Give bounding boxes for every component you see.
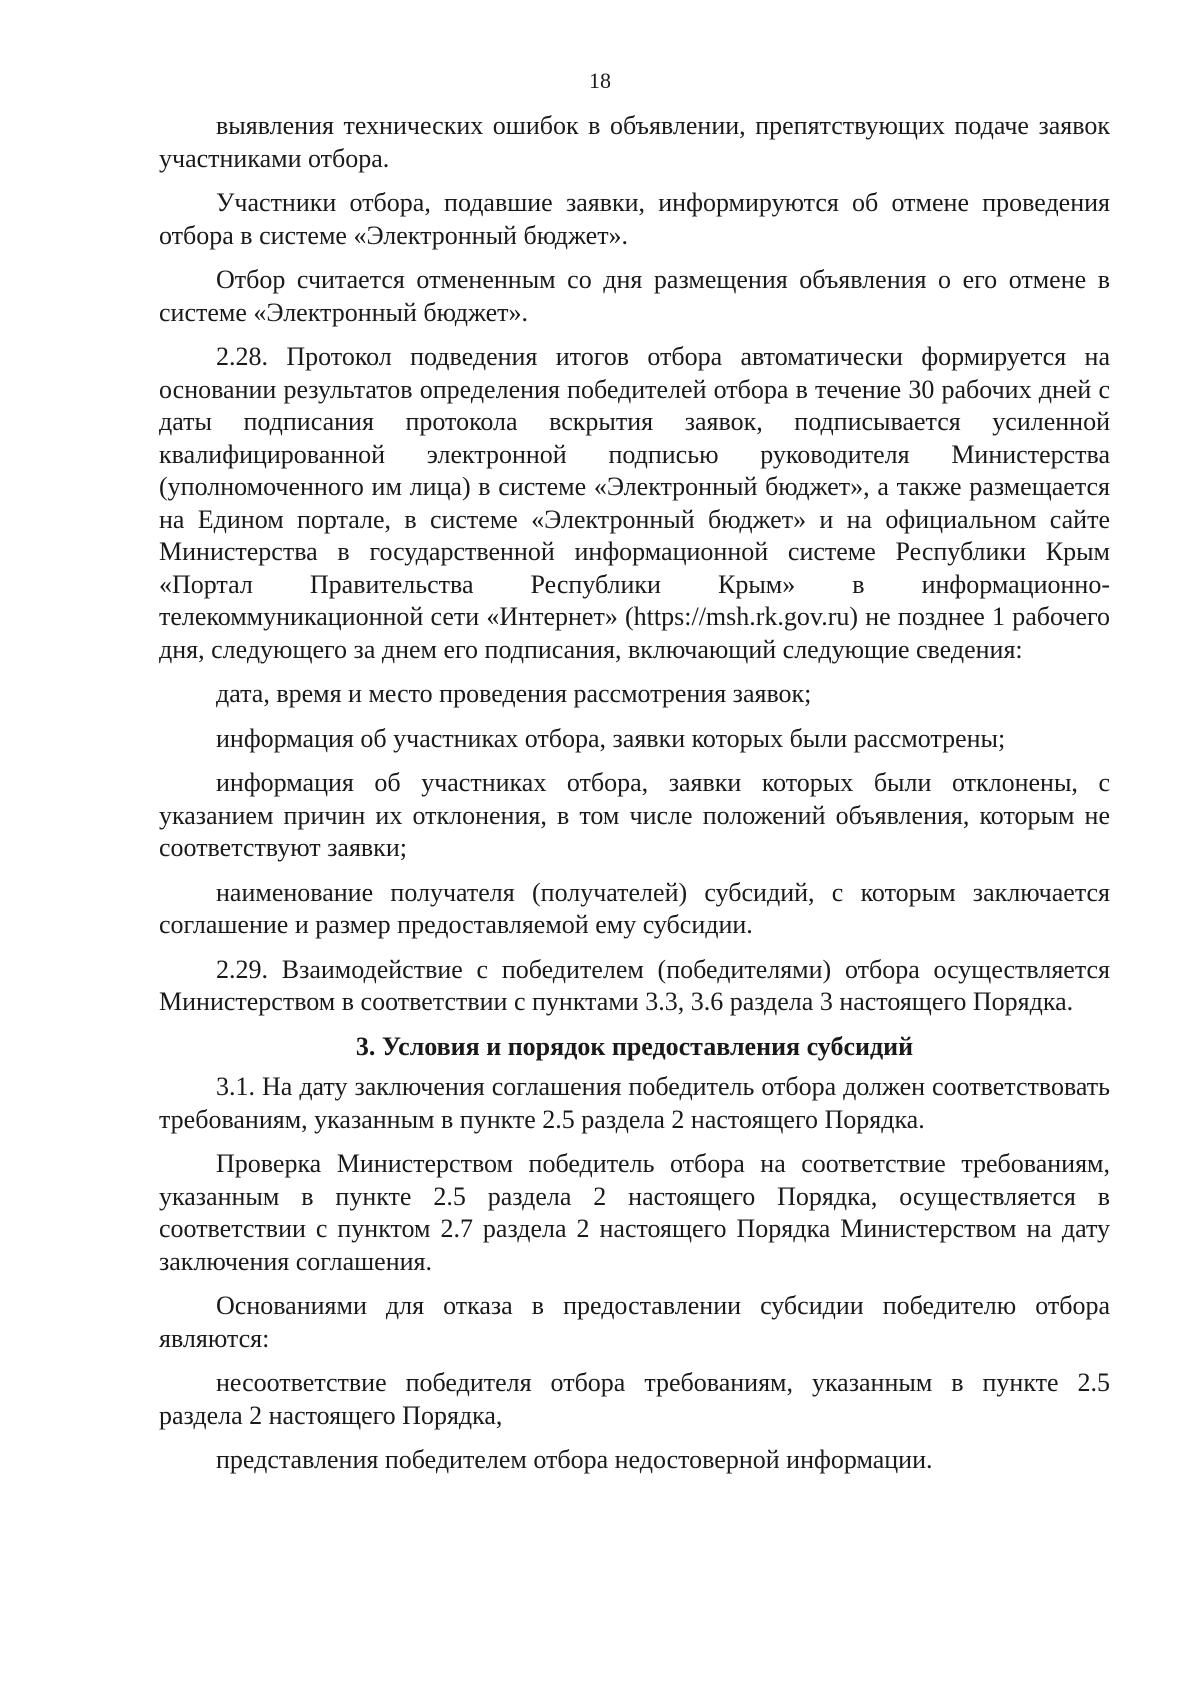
paragraph: Проверка Министерством победитель отбора на соответствие требованиям, указанным в пункте 2.5 раздела 2 настоящего Порядка, осуществляется в соответствии с пунктом 2.7 раздела 2 настоящего Порядка Министерством на дату заключения соглашения.	[159, 1149, 1110, 1276]
paragraph: Участники отбора, подавшие заявки, информируются об отмене проведения отбора в системе «Электронный бюджет».	[159, 188, 1110, 250]
list-item: наименование получателя (получателей) субсидий, с которым заключается соглашение и размер предоставляемой ему субсидии.	[159, 877, 1110, 939]
list-item: информация об участниках отбора, заявки которых были отклонены, с указанием причин их отклонения, в том числе положений объявления, которым не соответствуют заявки;	[159, 768, 1110, 862]
document-body	[159, 110, 1110, 1489]
list-item: несоответствие победителя отбора требованиям, указанным в пункте 2.5 раздела 2 настоящего Порядка,	[159, 1368, 1110, 1430]
paragraph: Отбор считается отмененным со дня размещения объявления о его отмене в системе «Электронный бюджет».	[159, 265, 1110, 327]
list-item: представления победителем отбора недостоверной информации.	[216, 1445, 933, 1474]
page-number: 18	[589, 68, 611, 93]
section-heading: 3. Условия и порядок предоставления субсидий	[355, 1031, 914, 1061]
list-item: дата, время и место проведения рассмотрения заявок;	[216, 679, 812, 708]
paragraph-2-28: 2.28. Протокол подведения итогов отбора автоматически формируется на основании результатов определения победителей отбора в течение 30 рабочих дней с даты подписания протокола вскрытия заявок, подписывается усиленной квалифицированной электронной подписью руководителя Министерства (уполномоченного им лица) в системе «Электронный бюджет», а также размещается на Едином портале, в системе «Электронный бюджет» и на официальном сайте Министерства в государственной информационной системе Республики Крым «Портал Правительства Республики Крым» в информационно-телекоммуникационной сети «Интернет» (https://msh.rk.gov.ru) не позднее 1 рабочего дня, следующего за днем его подписания, включающий следующие сведения:	[159, 342, 1110, 664]
paragraph: Основаниями для отказа в предоставлении субсидии победителю отбора являются:	[159, 1291, 1110, 1353]
paragraph-3-1: 3.1. На дату заключения соглашения победитель отбора должен соответствовать требованиям, указанным в пункте 2.5 раздела 2 настоящего Порядка.	[159, 1072, 1110, 1134]
paragraph-2-29: 2.29. Взаимодействие с победителем (победителями) отбора осуществляется Министерством в соответствии с пунктами 3.3, 3.6 раздела 3 настоящего Порядка.	[159, 954, 1110, 1016]
paragraph: выявления технических ошибок в объявлении, препятствующих подаче заявок участниками отбора.	[159, 111, 1110, 173]
list-item: информация об участниках отбора, заявки которых были рассмотрены;	[216, 723, 1006, 753]
